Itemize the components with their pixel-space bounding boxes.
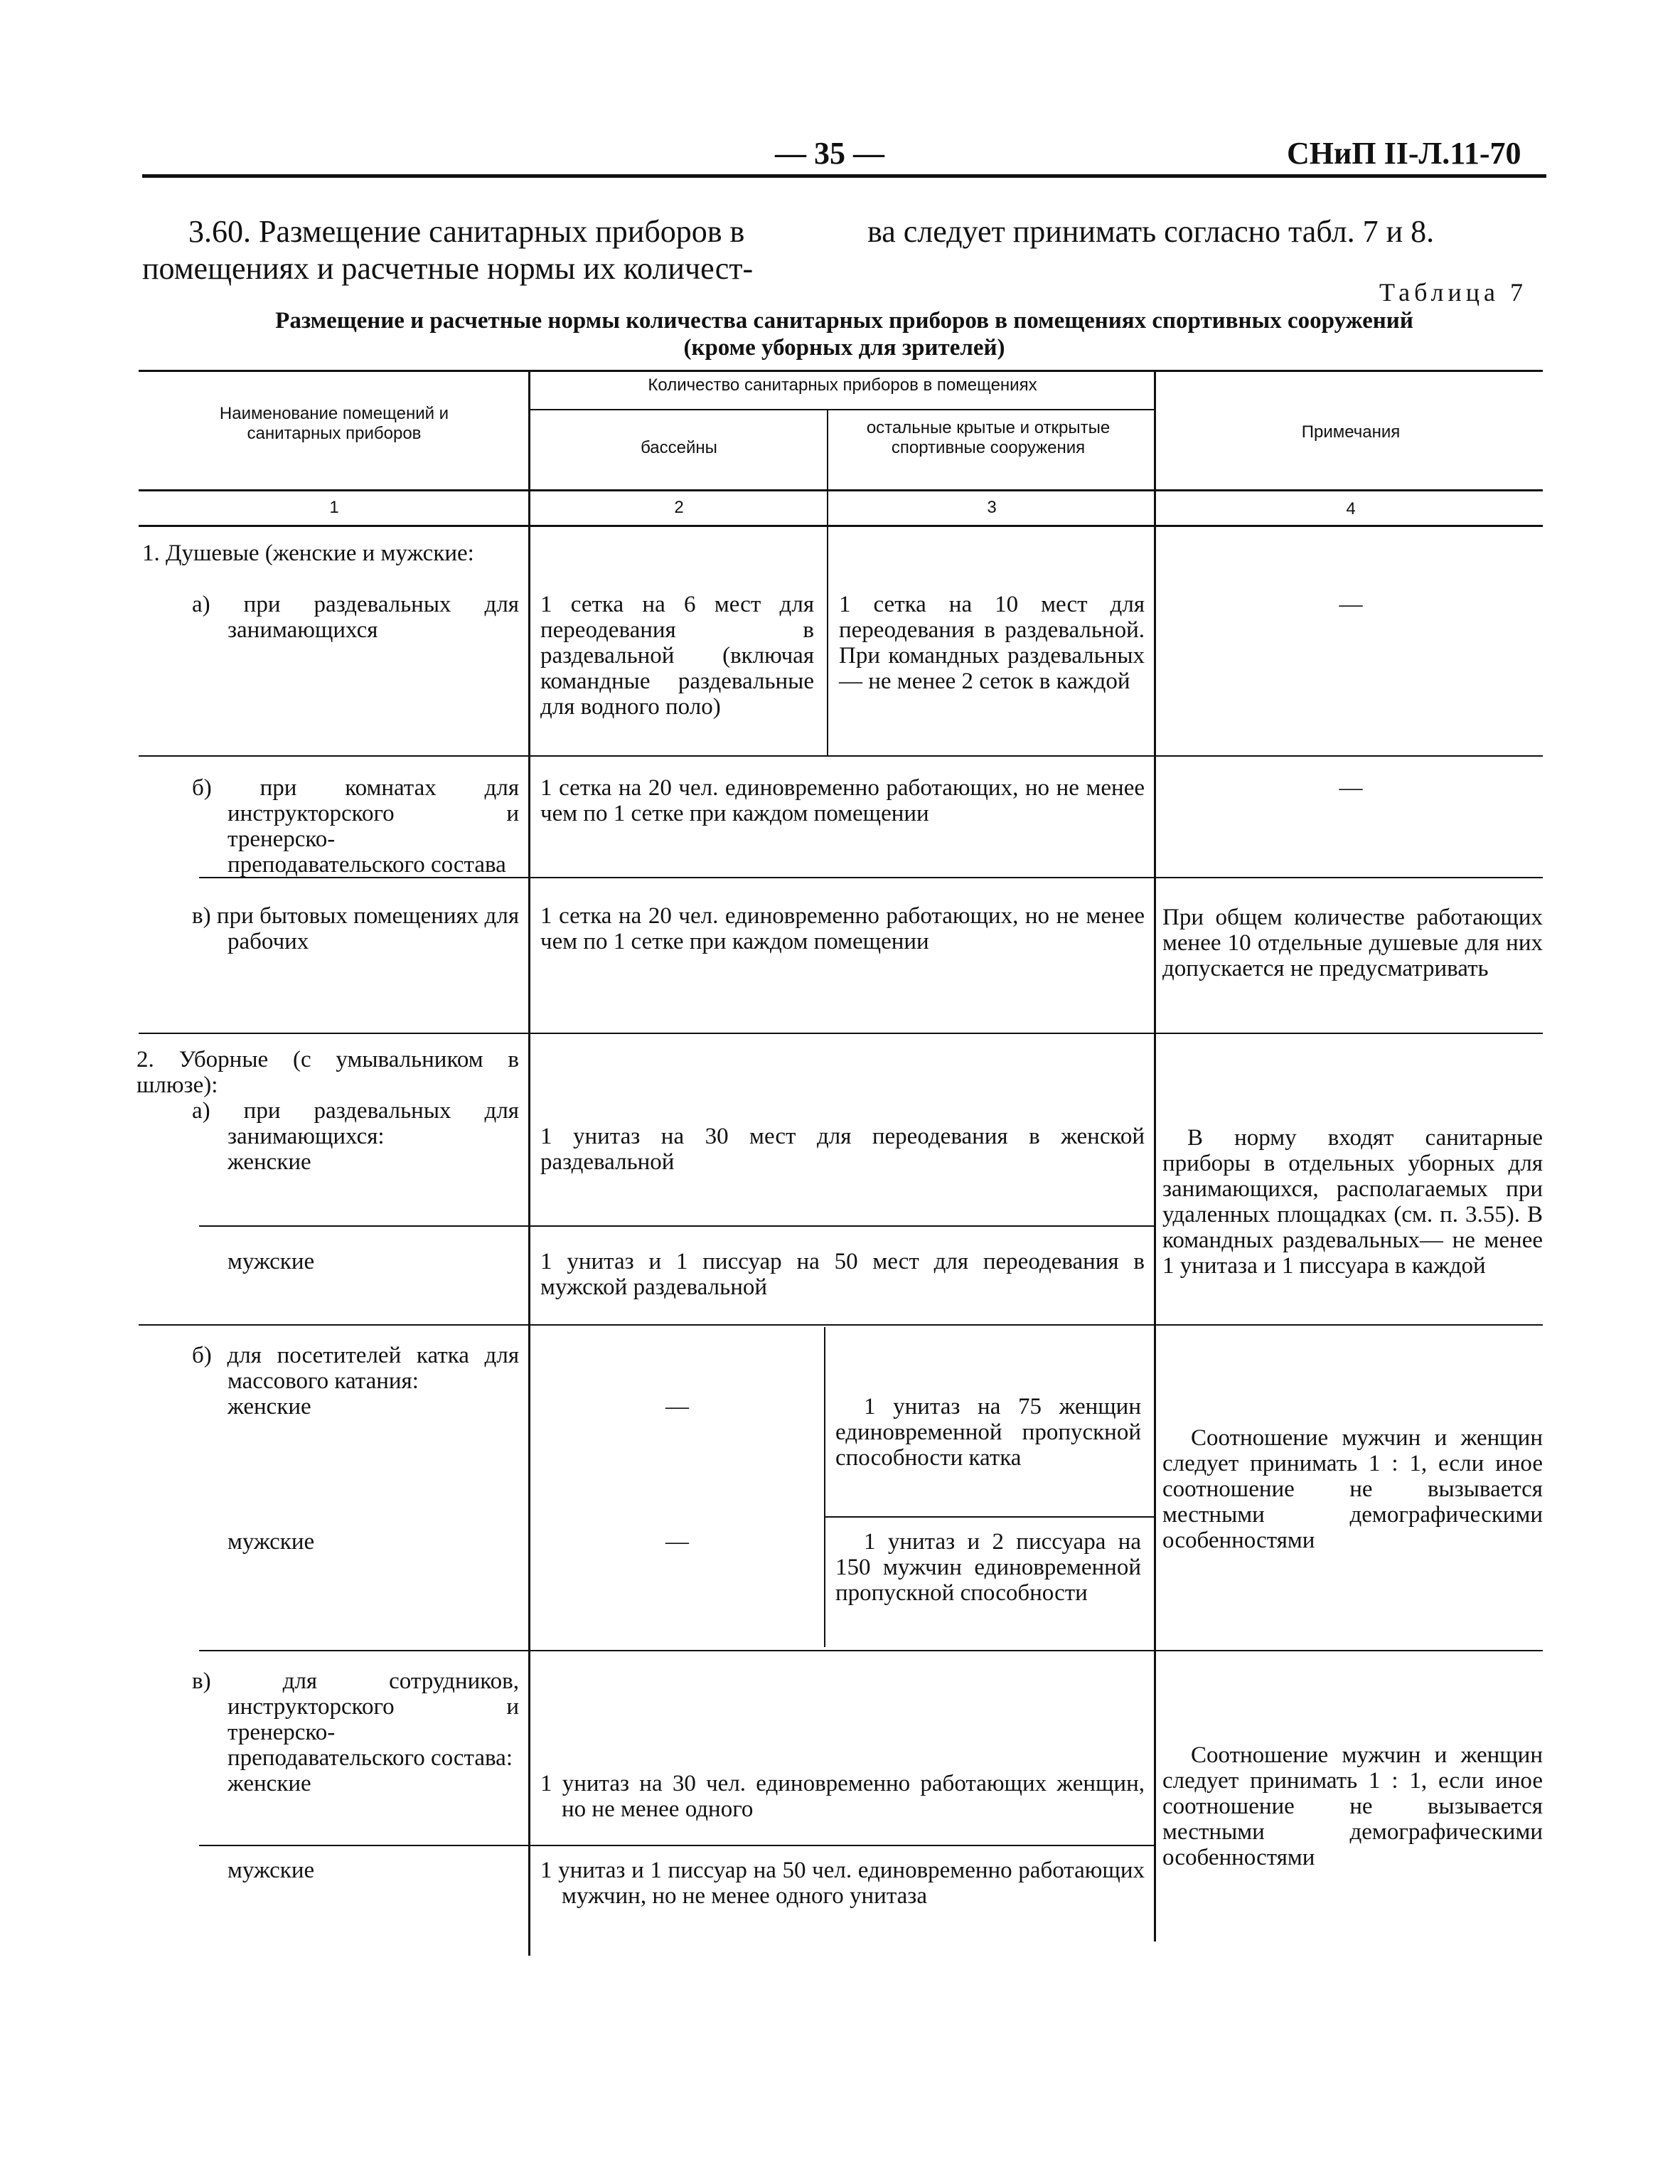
row1a-name: а) при раздевальных для занимающихся (192, 592, 519, 643)
row-sep-1v (139, 1033, 1543, 1034)
header-rule (142, 174, 1546, 178)
col-divider-4 (1154, 371, 1156, 1941)
row-sep-2v-f (199, 1845, 1155, 1846)
header-num-2: 2 (674, 498, 684, 517)
row1b-col4: — (1339, 775, 1363, 801)
row1a-col2: 1 сетка на 6 мест для переодевания в раздевальной (включая командные раздевальные для водного поло) (540, 592, 814, 720)
intro-right: ва следует принимать согласно табл. 7 и 8. (867, 214, 1435, 249)
row2b-col4: Соотношение мужчин и женщин следует принимать 1 : 1, если иное соотношение не вызывается местными демографическими особенностями (1162, 1425, 1543, 1553)
row2b-male-col3: 1 унитаз и 2 писсуара на 150 мужчин единовременной пропускной способности (835, 1529, 1141, 1606)
row2b-female-name: женские (228, 1394, 311, 1419)
row2v-name: в) для сотрудников, инструкторского и тренерско-преподавательского состава: (192, 1668, 519, 1771)
table-top-rule (139, 370, 1543, 372)
row2a-female-name: женские (228, 1149, 311, 1175)
row1v-name: в) при бытовых помещениях для рабочих (192, 903, 519, 954)
header-col3: остальные крытые и открытые спортивные сооружения (866, 418, 1111, 457)
document-code: СНиП II-Л.11-70 (1287, 136, 1521, 171)
row2b-female-col2: — (665, 1394, 689, 1419)
row1b-col23: 1 сетка на 20 чел. единовременно работающих, но не менее чем по 1 сетке при каждом помещении (540, 775, 1145, 826)
header-num-4: 4 (1346, 499, 1356, 518)
row2-name: 2. Уборные (с умывальником в шлюзе): (137, 1047, 519, 1098)
header-col1: Наименование помещений и санитарных приборов (219, 404, 449, 443)
row2v-female-name: женские (228, 1771, 311, 1796)
numbers-bottom-rule (139, 525, 1543, 527)
row-sep-2b-f (825, 1516, 1155, 1518)
row2a-male-col23: 1 унитаз и 1 писсуар на 50 мест для переодевания в мужской раздевальной (540, 1249, 1145, 1300)
header-group: Количество санитарных приборов в помещениях (648, 375, 1037, 395)
row2a-female-col23: 1 унитаз на 30 мест для переодевания в женской раздевальной (540, 1124, 1145, 1175)
row1a-col3: 1 сетка на 10 мест для переодевания в раздевальной. При командных раздевальных — не менее 2 сеток в каждой (839, 592, 1145, 694)
row1a-col4: — (1339, 592, 1363, 617)
row-sep-2b (199, 1650, 1543, 1651)
row-sep-2a-f (199, 1225, 1155, 1227)
intro-left (142, 213, 853, 287)
row-sep-1a (139, 755, 1543, 757)
row2b-male-name: мужские (228, 1529, 315, 1555)
table-label: Таблица 7 (1379, 278, 1527, 307)
row1b-name: б) при комнатах для инструкторского и тренерско-преподавательского состава (192, 775, 519, 878)
header-num-3: 3 (987, 498, 997, 517)
table-title-line-1: Размещение и расчетные нормы количества санитарных приборов в помещениях спортивных сооружений (275, 308, 1413, 334)
intro-line-1: 3.60. Размещение санитарных приборов в (188, 214, 745, 249)
row2v-male-col23: 1 унитаз и 1 писсуар на 50 чел. единовременно работающих мужчин, но не менее одного унитаза (540, 1858, 1145, 1909)
row2v-male-name: мужские (228, 1858, 315, 1883)
row2a-col4: В норму входят санитарные приборы в отдельных уборных для занимающихся, располагаемых при удаленных площадках (см. п. 3.55). В командных раздевальных— не менее 1 унитаза и 1 писсуара в каждой (1162, 1125, 1543, 1279)
header-num-1: 1 (329, 498, 339, 517)
col-divider-23-header (827, 410, 828, 526)
row2b-female-col3: 1 унитаз на 75 женщин единовременной пропускной способности катка (835, 1394, 1141, 1471)
header-col2: бассейны (641, 438, 717, 457)
row-sep-2a (139, 1324, 1543, 1326)
row1-name: 1. Душевые (женские и мужские: (142, 540, 474, 566)
row2b-male-col2: — (665, 1529, 689, 1555)
header-bottom-rule (139, 489, 1543, 491)
col-divider-1 (528, 371, 530, 1956)
row2a-name: а) при раздевальных для занимающихся: (192, 1098, 519, 1149)
header-col4: Примечания (1301, 422, 1401, 442)
row1v-col4: При общем количестве работающих менее 10 отдельные душевые для них допускается не предусматривать (1162, 905, 1543, 981)
table-title-line-2: (кроме уборных для зрителей) (683, 335, 1005, 361)
table-title (142, 307, 1546, 361)
group-header-rule (530, 409, 1155, 410)
page-number: — 35 — (775, 136, 884, 171)
col-divider-23-row2b (824, 1327, 825, 1647)
row2a-male-name: мужские (228, 1249, 315, 1274)
row1v-col23: 1 сетка на 20 чел. единовременно работающих, но не менее чем по 1 сетке при каждом помещении (540, 903, 1145, 954)
col-divider-23-row1 (827, 526, 828, 755)
row2v-col4: Соотношение мужчин и женщин следует принимать 1 : 1, если иное соотношение не вызывается местными демографическими особенностями (1162, 1742, 1543, 1870)
row2v-female-col23: 1 унитаз на 30 чел. единовременно работающих женщин, но не менее одного (540, 1771, 1145, 1822)
row2b-name: б) для посетителей катка для массового катания: (192, 1343, 519, 1394)
intro-line-2: помещениях и расчетные нормы их количест- (142, 251, 754, 286)
